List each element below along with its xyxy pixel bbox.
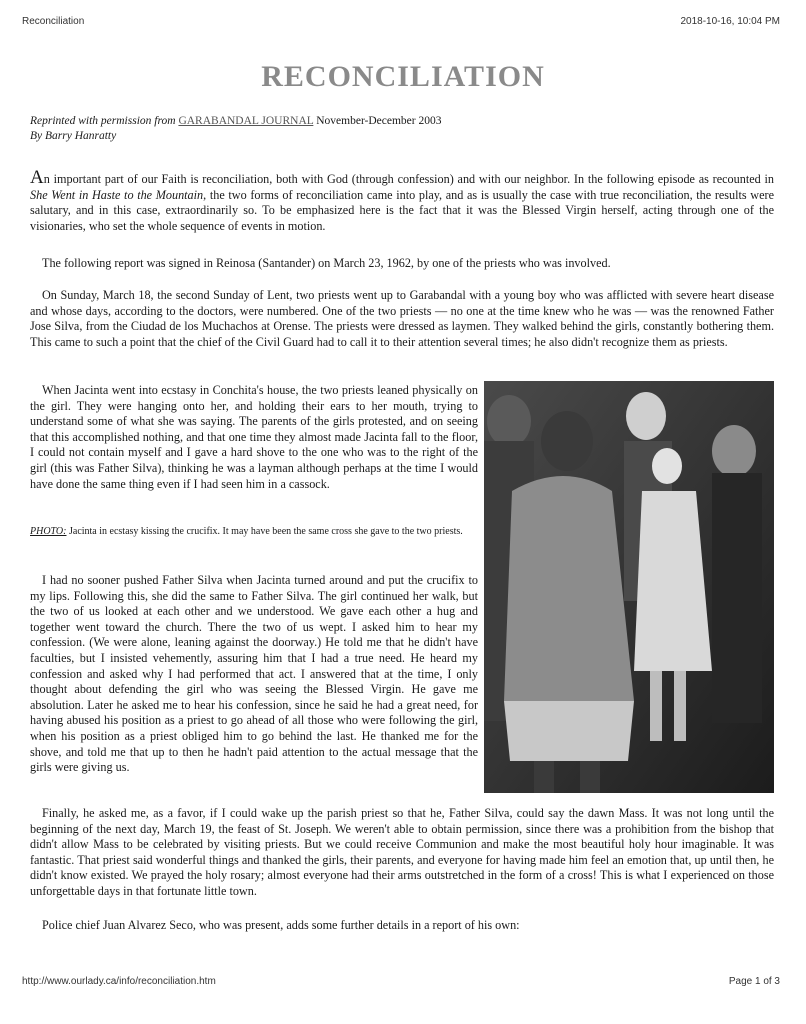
intro-paragraph <box>30 167 774 234</box>
paragraph-report-signed: The following report was signed in Reinosa (Santander) on March 23, 1962, by one of the priests who was involved. <box>42 256 611 270</box>
photo-caption-text: Jacinta in ecstasy kissing the crucifix. It may have been the same cross she gave to the two priests. <box>66 526 463 537</box>
drop-cap: A <box>30 167 44 188</box>
credit-prefix: Reprinted with permission from <box>30 115 176 127</box>
paragraph-ecstasy: When Jacinta went into ecstasy in Conchita's house, the two priests leaned physically on the girl. They were hanging onto her, and holding their ears to her mouth, trying to understand some of what she was saying. The parents of the girls protested, and on seeing that this accomplished nothing, and that one time they almost made Jacinta fall to the floor, I could not contain myself and I gave a hard shove to the one who was to the right of the girl (this was Father Silva), thinking he was a layman although perhaps at the time I would have done the same thing even if I had seen him in a cassock. <box>30 383 478 491</box>
header-timestamp: 2018-10-16, 10:04 PM <box>680 16 780 27</box>
paragraph-dawn-mass: Finally, he asked me, as a favor, if I could wake up the parish priest so that he, Father Silva, could say the dawn Mass. It was not long until the beginning of the next day, March 19, the feast of St. Joseph. We weren't able to obtain permission, since there was a prohibition from the bishop that didn't allow Mass to be celebrated by visiting priests. But we could receive Communion and make the most beautiful holy hour imaginable. It was fantastic. That priest said wonderful things and thanked the girls, their parents, and everyone for having made him feel an emotion that, up until then, he didn't know existed. We prayed the holy rosary; almost everyone had their arms outstretched in the form of a cross! This is what I experienced on those unforgettable days in that fortunate little town. <box>30 806 774 898</box>
article-title: RECONCILIATION <box>261 60 545 93</box>
journal-link[interactable]: GARABANDAL JOURNAL <box>178 115 314 127</box>
paragraph-confession: I had no sooner pushed Father Silva when Jacinta turned around and put the crucifix to my lips. Following this, she did the same to Father Silva. The girl continued her walk, but the two of us looked at each other and we understood. We gave each other a hug and together went toward the church. There the two of us wept. I asked him to hear my confession. (We were alone, leaning against the doorway.) He told me that he didn't have faculties, but I insisted vehemently, assuring him that I had a true need. He heard my confession and asked why I had performed that act. I answered that at the time, I only thought about defending the girl who was seeing the Blessed Virgin. He gave me absolution. Later he asked me to hear his confession, since he said he had a great need, for having abused his position as a priest to go ahead of all those who were following the girl, when his position as a priest obliged him to go behind the last. He thanked me for the shove, and told me that up to then he hadn't paid attention to the actual message that the girls were giving us. <box>30 573 478 775</box>
book-title: She Went in Haste to the Mountain <box>30 187 204 202</box>
photo-caption <box>30 525 478 539</box>
paragraph-police-chief: Police chief Juan Alvarez Seco, who was present, adds some further details in a report of his own: <box>42 918 520 932</box>
credit-block <box>30 114 442 144</box>
footer-page-number: Page 1 of 3 <box>728 976 780 987</box>
credit-author: By Barry Hanratty <box>30 130 117 142</box>
credit-issue: November-December 2003 <box>316 115 442 127</box>
jacinta-ecstasy-photo <box>484 381 774 793</box>
footer-url[interactable]: http://www.ourlady.ca/info/reconciliation.htm <box>22 976 216 987</box>
intro-text-a: n important part of our Faith is reconciliation, both with God (through confession) and with our neighbor. In the following episode as recounted in <box>43 172 774 186</box>
intro-text-b: , the two forms of reconciliation came into play, and as is usually the case with true reconciliation, the results were salutary, and in this case, extraordinarily so. To be emphasized here is the fact that it was the Blessed Virgin herself, acting through one of the visionaries, who set the whole sequence of events in motion. <box>30 187 774 233</box>
header-page-title: Reconciliation <box>22 16 85 27</box>
photo-caption-tag: PHOTO: <box>30 526 67 537</box>
paragraph-sunday: On Sunday, March 18, the second Sunday of Lent, two priests went up to Garabandal with a young boy who was afflicted with severe heart disease and whose days, according to the doctors, were numbered. One of the two priests — no one at the time knew who he was — was the renowned Father Jose Silva, from the Ciudad de los Muchachos at Orense. The priests were dressed as laymen. They walked behind the girls, constantly bothering them. This came to such a point that the chief of the Civil Guard had to call it to their attention several times; he also didn't recognize them as priests. <box>30 288 774 349</box>
